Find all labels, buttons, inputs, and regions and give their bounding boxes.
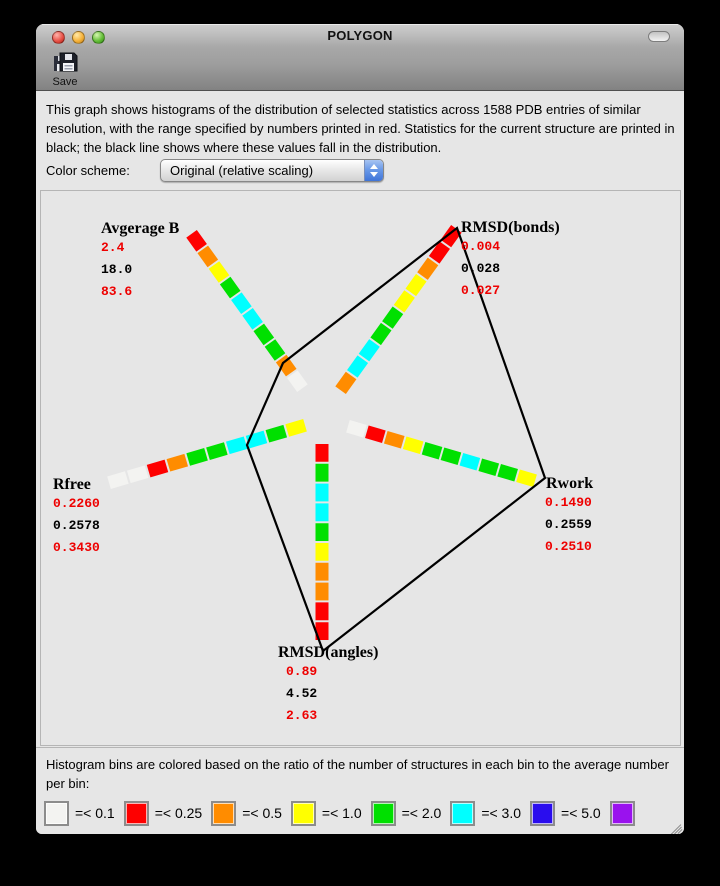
legend-swatch-label: =< 0.25 <box>154 805 203 821</box>
polygon-window <box>36 24 684 834</box>
legend-swatch-label: =< 5.0 <box>561 805 601 821</box>
legend-swatch-label: =< 2.0 <box>401 805 442 821</box>
histogram-bin <box>399 294 410 309</box>
axis-range-value: 0.89 <box>286 664 318 679</box>
popup-stepper-icon <box>364 160 383 181</box>
histogram-bin <box>348 426 365 431</box>
histogram-bin <box>168 460 186 465</box>
legend-swatch <box>610 801 635 826</box>
histogram-bin <box>287 425 305 430</box>
histogram-bin <box>129 472 147 477</box>
axis-range-value: 0.3430 <box>53 540 100 555</box>
histogram-bin <box>405 443 422 448</box>
histogram-bin <box>386 437 403 442</box>
window-header <box>36 24 684 91</box>
histogram-bin <box>518 476 535 481</box>
histogram-bin <box>214 265 224 279</box>
statistics-polygon-line <box>247 228 545 651</box>
axis-label: RMSD(bonds) <box>461 219 560 236</box>
floppy-disk-icon <box>52 50 79 76</box>
color-scheme-label: Color scheme: <box>46 163 130 178</box>
histogram-bin <box>352 359 363 374</box>
legend-panel <box>36 747 684 834</box>
histogram-bin <box>188 454 206 459</box>
save-button-label: Save <box>52 76 78 88</box>
axis-current-value: 0.2559 <box>545 517 592 532</box>
axis-label: Avgerage B <box>101 220 180 237</box>
legend-swatch <box>44 801 69 826</box>
histogram-bin <box>461 459 478 464</box>
histogram-bin <box>499 470 516 475</box>
histogram-bin <box>109 477 127 482</box>
histogram-bin <box>442 454 459 459</box>
axis-range-value: 0.1490 <box>545 495 592 510</box>
resize-grip[interactable] <box>669 819 682 832</box>
legend-swatch-label: =< 0.5 <box>242 805 282 821</box>
histogram-bin <box>480 465 497 470</box>
legend-row <box>44 799 678 827</box>
histogram-bin <box>192 234 202 248</box>
histogram-bin <box>208 448 226 453</box>
legend-description: Histogram bins are colored based on the ratio of the number of structures in each bin to the average number per bin: <box>46 757 669 791</box>
legend-swatch <box>124 801 149 826</box>
legend-swatch <box>530 801 555 826</box>
histogram-bin <box>424 448 441 453</box>
title-bar[interactable] <box>36 24 684 48</box>
axis-current-value: 18.0 <box>101 262 133 277</box>
histogram-bin <box>434 245 445 260</box>
histogram-bin <box>367 432 384 437</box>
legend-swatch <box>291 801 316 826</box>
histogram-bin <box>248 312 258 326</box>
axis-range-value: 2.63 <box>286 708 318 723</box>
legend-swatch <box>371 801 396 826</box>
legend-swatch-label: =< 3.0 <box>481 805 522 821</box>
histogram-bin <box>446 229 457 244</box>
legend-swatch-label: =< 0.1 <box>75 805 115 821</box>
histogram-bin <box>228 443 246 448</box>
histogram-bin <box>203 249 213 263</box>
histogram-bin <box>225 281 235 295</box>
axis-range-value: 0.004 <box>461 239 501 254</box>
axis-label: RMSD(angles) <box>278 644 379 661</box>
histogram-bin <box>292 374 302 388</box>
legend-swatch-label: =< 1.0 <box>321 805 362 821</box>
radar-plot-panel <box>40 190 681 746</box>
axis-current-value: 0.2578 <box>53 518 100 533</box>
axis-range-value: 83.6 <box>101 284 133 299</box>
histogram-bin <box>259 327 269 341</box>
window-title: POLYGON <box>327 28 393 43</box>
save-button[interactable] <box>46 50 84 90</box>
axis-label: Rwork <box>546 475 594 492</box>
axis-current-value: 0.028 <box>461 261 501 276</box>
color-scheme-select[interactable] <box>160 159 384 182</box>
histogram-bin <box>149 466 167 471</box>
axis-range-value: 0.027 <box>461 283 501 298</box>
toolbar-toggle-button[interactable] <box>648 31 670 42</box>
histogram-bin <box>387 310 398 325</box>
histogram-bin <box>236 296 246 310</box>
histogram-bin <box>270 343 280 357</box>
legend-swatch <box>450 801 475 826</box>
histogram-bin <box>411 278 422 293</box>
description-text: This graph shows histograms of the distribution of selected statistics across 1588 PDB entries of similar resolution, with the range specified by numbers printed in red. Statistics for the current structure are printed in black; the black line shows where these values fall in the distribution. <box>46 102 675 155</box>
histogram-bin <box>376 327 387 342</box>
axis-range-value: 0.2510 <box>545 539 592 554</box>
axis-label: Rfree <box>53 476 91 493</box>
histogram-bin <box>248 437 266 442</box>
histogram-bin <box>281 359 291 373</box>
color-scheme-selected-value: Original (relative scaling) <box>170 163 314 178</box>
legend-swatch <box>211 801 236 826</box>
histogram-bin <box>422 261 433 276</box>
histogram-bin <box>341 376 352 391</box>
histogram-bin <box>364 343 375 358</box>
axis-current-value: 4.52 <box>286 686 318 701</box>
histogram-bin <box>267 431 285 436</box>
axis-range-value: 2.4 <box>101 240 125 255</box>
axis-range-value: 0.2260 <box>53 496 100 511</box>
